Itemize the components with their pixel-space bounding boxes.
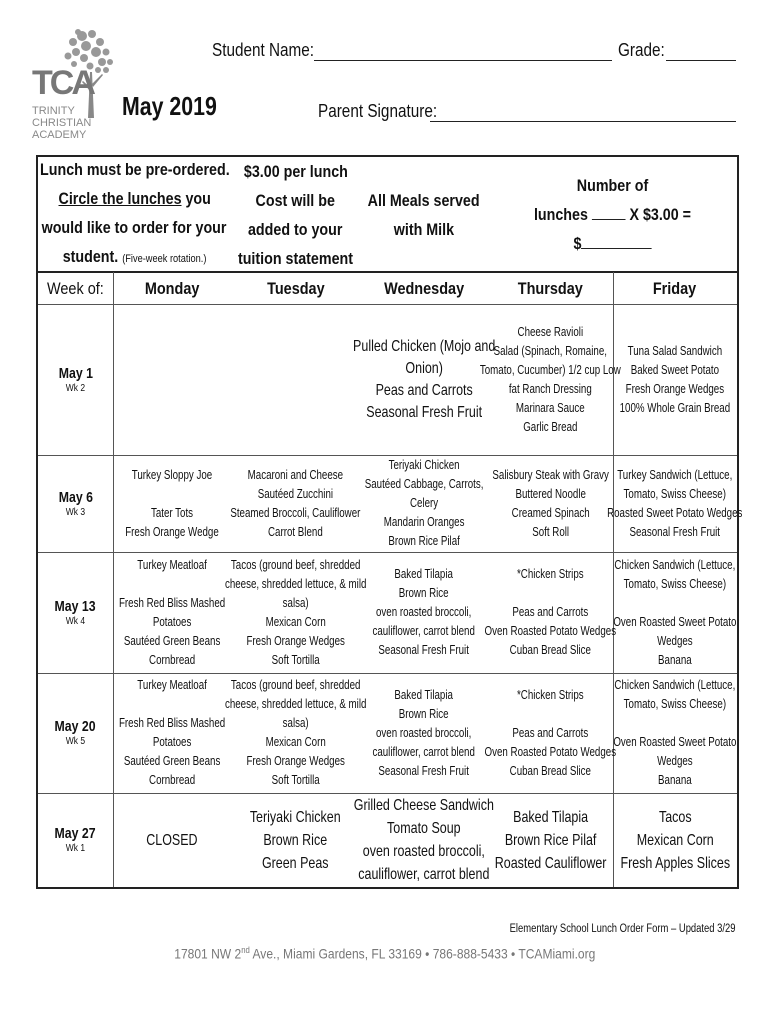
menu-items (480, 323, 621, 437)
week-rotation-number: Wk 1 (65, 843, 86, 854)
menu-item-line: oven roasted broccoli, (362, 843, 486, 860)
menu-item-line: oven roasted broccoli, (376, 605, 472, 619)
menu-item-line: Tomato, Swiss Cheese) (623, 697, 727, 711)
student-name-label: Student Name: (212, 40, 315, 60)
info-lunch-count (488, 157, 737, 272)
menu-item-line: Turkey Sandwich (Lettuce, (617, 467, 733, 482)
logo-mark: TCA (32, 64, 93, 102)
menu-items (119, 676, 225, 790)
menu-cell-tuesday[interactable] (224, 552, 367, 673)
school-address (0, 945, 770, 962)
menu-item-line (119, 695, 225, 714)
menu-items (373, 686, 475, 781)
menu-item-line: Cornbread (148, 652, 196, 667)
menu-item-line: cauliflower, carrot blend (358, 866, 490, 883)
menu-item-line: Macaroni and Cheese (247, 467, 344, 482)
day-header-thursday: Thursday (517, 279, 584, 298)
day-header-tuesday: Tuesday (266, 279, 325, 298)
week-rotation-number: Wk 2 (65, 382, 86, 394)
menu-item-line: Salad (Spinach, Romaine, (493, 343, 608, 358)
menu-item-line: Brown Rice (399, 586, 449, 600)
menu-items (613, 676, 736, 790)
menu-item-line: Creamed Spinach (511, 505, 590, 520)
menu-item-line: Green Peas (262, 854, 329, 872)
menu-item-line: Fresh Apples Slices (620, 854, 730, 872)
menu-item-line (613, 714, 736, 733)
menu-item-line: Tater Tots (150, 505, 194, 520)
form-footnote: Elementary School Lunch Order Form – Updated 3/29 (510, 923, 736, 935)
menu-cell-monday[interactable] (113, 552, 231, 673)
menu-items (607, 466, 742, 542)
menu-item-line: *Chicken Strips (517, 567, 584, 581)
week-of-header: Week of: (47, 279, 104, 298)
menu-cell-friday[interactable] (607, 455, 743, 552)
menu-item-line: cheese, shredded lettuce, & mild (224, 697, 367, 711)
menu-item-line: Wedges (657, 633, 693, 648)
menu-item-line: Mexican Corn (636, 831, 714, 849)
info-cost-line-2: Cost will be (255, 190, 336, 210)
address-superscript: nd (241, 945, 251, 955)
menu-item-line: 100% Whole Grain Bread (619, 400, 731, 415)
menu-cell-thursday[interactable] (480, 304, 621, 455)
month-title: May 2019 (122, 91, 217, 121)
menu-item-line: Fresh Red Bliss Mashed (118, 595, 226, 610)
menu-item-line: Baked Sweet Potato (630, 362, 720, 377)
logo-name-line-3: ACADEMY (32, 129, 87, 141)
menu-item-line: Fresh Orange Wedges (246, 633, 345, 648)
menu-cell-thursday[interactable] (484, 673, 617, 793)
logo-name-line-1: TRINITY (32, 105, 75, 117)
menu-item-line: Marinara Sauce (516, 400, 585, 415)
info-preorder (38, 157, 231, 272)
grade-line[interactable] (666, 60, 736, 61)
week-rotation-number: Wk 5 (65, 736, 86, 747)
menu-items (230, 466, 360, 542)
menu-item-line: Celery (409, 496, 439, 510)
menu-cell-tuesday[interactable] (231, 455, 360, 552)
menu-item-line (485, 705, 617, 724)
menu-item-line: Tuna Salad Sandwich (627, 343, 723, 358)
menu-item-line: Cheese Ravioli (517, 324, 584, 339)
info-cost-line-4: tuition statement (237, 248, 354, 268)
week-date: May 13 (54, 597, 97, 615)
menu-item-line: Baked Tilapia (394, 567, 454, 581)
info-count-line-1: Number of (576, 176, 649, 195)
menu-items (492, 466, 609, 542)
menu-items (365, 456, 484, 551)
logo-name-line-2: CHRISTIAN (32, 117, 92, 129)
menu-item-line: Soft Tortilla (271, 773, 320, 787)
menu-item-line: Wedges (657, 754, 693, 768)
menu-cell-thursday[interactable] (488, 793, 613, 887)
info-milk (360, 157, 488, 272)
menu-item-line: Tomato, Swiss Cheese) (623, 486, 727, 501)
menu-item-line: Brown Rice (399, 706, 449, 721)
lunch-count-blank[interactable] (592, 205, 626, 220)
menu-item-line: Oven Roasted Potato Wedges (484, 744, 617, 759)
menu-item-line: Tacos (ground beef, shredded (230, 678, 361, 692)
parent-signature-line[interactable] (430, 121, 736, 122)
week-date-cell (38, 552, 113, 673)
menu-item-line: Banana (658, 652, 692, 667)
menu-item-line: Chicken Sandwich (Lettuce, (614, 678, 736, 692)
menu-item-line: Sautéed Zucchini (257, 486, 334, 501)
info-preorder-line-1: Lunch must be pre-ordered. (39, 160, 230, 179)
menu-items (353, 336, 495, 424)
lunch-menu-table (36, 155, 743, 889)
menu-item-line: Turkey Meatloaf (137, 678, 207, 692)
menu-item-line: oven roasted broccoli, (376, 725, 472, 740)
address-part-1: 17801 NW 2 (174, 945, 242, 962)
menu-item-line: Brown Rice (263, 831, 328, 849)
menu-item-line: Pulled Chicken (Mojo and (352, 337, 496, 355)
menu-item-line: Cuban Bread Slice (509, 763, 592, 778)
info-count-line-2b: X $3.00 = (625, 205, 692, 224)
lunch-total-blank[interactable] (581, 234, 652, 249)
menu-item-line: Teriyaki Chicken (250, 808, 341, 826)
menu-item-line: Roasted Sweet Potato Wedges (607, 505, 743, 520)
week-rotation-number: Wk 3 (65, 506, 86, 518)
school-logo (30, 22, 122, 150)
menu-item-line: Teriyaki Chicken (388, 458, 460, 472)
address-part-2: Ave., Miami Gardens, FL 33169 • 786-888-5433 • TCAMiami.org (250, 945, 596, 962)
menu-item-line: Seasonal Fresh Fruit (366, 403, 482, 421)
menu-item-line: Brown Rice Pilaf (388, 534, 460, 548)
menu-item-line: Tomato Soup (387, 820, 461, 837)
menu-item-line: Tacos (ground beef, shredded (230, 557, 361, 572)
menu-item-line: Tomato, Swiss Cheese) (623, 576, 727, 591)
menu-cell-tuesday[interactable] (231, 793, 360, 887)
menu-cell-friday[interactable] (613, 304, 737, 455)
menu-items (354, 794, 494, 886)
info-cost (231, 157, 360, 272)
menu-item-line: Seasonal Fresh Fruit (378, 643, 470, 657)
menu-cell-thursday[interactable] (488, 455, 613, 552)
menu-item-line: CLOSED (146, 831, 198, 849)
menu-item-line: Chicken Sandwich (Lettuce, (614, 557, 736, 572)
week-date: May 27 (54, 825, 97, 842)
menu-item-line: Buttered Noodle (515, 486, 586, 501)
info-preorder-line-2-rest: you (181, 189, 211, 208)
menu-item-line: Baked Tilapia (513, 808, 588, 826)
menu-item-line: Brown Rice Pilaf (504, 831, 597, 849)
menu-cell-monday[interactable] (113, 304, 231, 455)
menu-item-line: Fresh Orange Wedges (246, 754, 345, 768)
menu-item-line: cauliflower, carrot blend (372, 744, 476, 759)
menu-items (485, 565, 617, 660)
week-date-cell (38, 455, 113, 552)
menu-cell-tuesday[interactable] (231, 304, 360, 455)
menu-cell-monday[interactable] (113, 455, 231, 552)
info-rotation-note: (Five-week rotation.) (122, 253, 207, 265)
grade-label: Grade: (618, 40, 665, 60)
day-header-monday: Monday (144, 279, 200, 298)
menu-item-line: Tomato, Cucumber) 1/2 cup Low (480, 362, 621, 377)
menu-item-line: Mandarin Oranges (383, 515, 465, 529)
menu-item-line: salsa) (282, 716, 309, 730)
menu-items (250, 806, 341, 875)
menu-item-line: Tacos (658, 808, 692, 826)
menu-items (119, 556, 225, 670)
menu-cell-monday[interactable] (113, 673, 231, 793)
day-header-friday: Friday (653, 279, 697, 298)
week-date: May 6 (58, 488, 93, 506)
menu-item-line: Peas and Carrots (512, 605, 589, 619)
menu-cell-tuesday[interactable] (224, 673, 367, 793)
menu-item-line: Sautéed Cabbage, Carrots, (364, 477, 484, 491)
menu-item-line (485, 584, 617, 603)
menu-cell-wednesday[interactable] (352, 304, 496, 455)
menu-item-line: Mexican Corn (265, 735, 326, 749)
menu-cell-wednesday[interactable] (353, 793, 495, 887)
menu-cell-wednesday[interactable] (360, 673, 488, 793)
menu-item-line: Fresh Red Bliss Mashed (118, 716, 226, 730)
menu-item-line: Turkey Meatloaf (137, 557, 207, 572)
menu-item-line: Fresh Orange Wedges (625, 381, 725, 396)
menu-item-line: Potatoes (152, 735, 192, 749)
menu-item-line: Garlic Bread (523, 419, 578, 434)
menu-item-line: Oven Roasted Sweet Potato (613, 614, 737, 629)
menu-item-line: cauliflower, carrot blend (372, 624, 476, 638)
menu-cell-friday[interactable] (613, 552, 737, 673)
menu-item-line: Sautéed Green Beans (123, 633, 221, 648)
menu-item-line: Fresh Orange Wedge (125, 524, 219, 539)
menu-cell-wednesday[interactable] (360, 552, 488, 673)
parent-signature-label: Parent Signature: (318, 101, 438, 121)
info-cost-line-1: $3.00 per lunch (243, 161, 348, 181)
menu-item-line: Soft Roll (532, 524, 569, 539)
week-date-cell (38, 304, 113, 455)
info-preorder-line-4: student. (62, 247, 119, 266)
week-date-cell (38, 673, 113, 793)
info-preorder-line-3: would like to order for your (42, 218, 227, 237)
info-milk-line-1: All Meals served (368, 190, 480, 210)
menu-item-line: Cuban Bread Slice (509, 643, 592, 657)
menu-item-line: Salisbury Steak with Gravy (492, 467, 609, 482)
menu-cell-friday[interactable] (613, 673, 737, 793)
menu-item-line: Mexican Corn (265, 614, 326, 629)
menu-items (485, 686, 617, 781)
menu-item-line: Seasonal Fresh Fruit (378, 763, 470, 778)
menu-items (495, 806, 607, 875)
menu-items (613, 556, 736, 670)
menu-item-line (613, 594, 736, 613)
menu-cell-friday[interactable] (613, 793, 737, 887)
menu-item-line: fat Ranch Dressing (509, 381, 592, 396)
day-header-wednesday: Wednesday (383, 279, 465, 298)
menu-items (225, 556, 366, 670)
menu-cell-wednesday[interactable] (360, 455, 488, 552)
menu-item-line (119, 575, 225, 594)
menu-item-line: Seasonal Fresh Fruit (629, 524, 721, 539)
menu-item-line: Turkey Sloppy Joe (131, 467, 213, 482)
menu-item-line (125, 485, 219, 504)
menu-cell-thursday[interactable] (484, 552, 617, 673)
menu-items (620, 342, 731, 418)
menu-item-line: Cornbread (148, 773, 196, 787)
menu-item-line: Banana (658, 773, 692, 787)
menu-item-line: Steamed Broccoli, Cauliflower (230, 505, 361, 520)
menu-item-line: Baked Tilapia (394, 687, 454, 702)
menu-item-line: Onion) (405, 359, 443, 377)
info-milk-line-2: with Milk (393, 219, 455, 239)
menu-items (620, 806, 730, 875)
week-date: May 20 (54, 718, 97, 735)
menu-item-line: Grilled Cheese Sandwich (353, 797, 495, 814)
menu-item-line: Carrot Blend (268, 524, 323, 539)
info-circle-lunches: Circle the lunches (58, 189, 182, 208)
menu-item-line: Roasted Cauliflower (494, 854, 607, 872)
menu-item-line: *Chicken Strips (517, 687, 584, 702)
menu-item-line: Potatoes (152, 614, 192, 629)
week-date: May 1 (58, 364, 93, 382)
week-date-cell (38, 793, 113, 887)
menu-item-line: salsa) (282, 595, 309, 610)
menu-item-line: Peas and Carrots (375, 381, 473, 399)
info-cost-line-3: added to your (248, 219, 343, 239)
menu-item-line: Sautéed Green Beans (123, 754, 221, 768)
menu-item-line: cheese, shredded lettuce, & mild (224, 576, 367, 591)
student-name-line[interactable] (314, 60, 612, 61)
menu-items (146, 829, 197, 852)
menu-cell-monday[interactable] (113, 793, 231, 887)
menu-items (225, 676, 366, 790)
menu-items (125, 466, 219, 542)
menu-items (373, 565, 475, 660)
menu-item-line: Oven Roasted Sweet Potato (613, 735, 737, 749)
info-count-line-2a: lunches (533, 205, 592, 224)
menu-item-line: Peas and Carrots (512, 725, 589, 740)
menu-item-line: Oven Roasted Potato Wedges (484, 624, 617, 638)
info-count-line-3: $ (573, 234, 582, 253)
menu-item-line: Soft Tortilla (271, 652, 320, 667)
week-rotation-number: Wk 4 (65, 615, 86, 627)
